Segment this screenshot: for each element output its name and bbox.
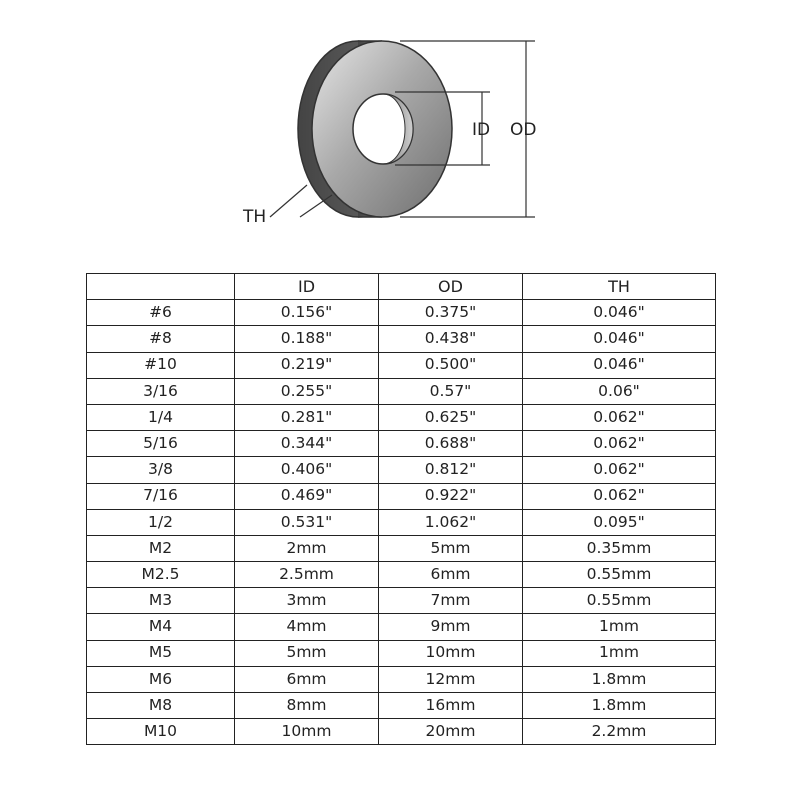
- cell-size: M6: [87, 666, 235, 692]
- cell-id: 5mm: [235, 640, 379, 666]
- cell-id: 0.344": [235, 431, 379, 457]
- cell-th: 0.095": [523, 509, 716, 535]
- cell-th: 1.8mm: [523, 693, 716, 719]
- cell-th: 0.062": [523, 483, 716, 509]
- washer-graphic: [298, 41, 452, 217]
- cell-size: 7/16: [87, 483, 235, 509]
- cell-od: 20mm: [379, 719, 523, 745]
- cell-size: 3/8: [87, 457, 235, 483]
- id-label: ID: [472, 120, 491, 140]
- cell-od: 10mm: [379, 640, 523, 666]
- cell-od: 0.375": [379, 300, 523, 326]
- table-row: [87, 404, 716, 430]
- cell-od: 16mm: [379, 693, 523, 719]
- cell-od: 6mm: [379, 562, 523, 588]
- cell-th: 1mm: [523, 614, 716, 640]
- cell-id: 0.531": [235, 509, 379, 535]
- table-row: [87, 509, 716, 535]
- table-row: [87, 457, 716, 483]
- table-row: [87, 535, 716, 561]
- cell-th: 0.55mm: [523, 588, 716, 614]
- table-row: [87, 693, 716, 719]
- washer-diagram: [0, 0, 800, 260]
- cell-id: 0.219": [235, 352, 379, 378]
- cell-size: M2.5: [87, 562, 235, 588]
- table-row: [87, 378, 716, 404]
- cell-id: 8mm: [235, 693, 379, 719]
- table-row: [87, 326, 716, 352]
- cell-id: 0.255": [235, 378, 379, 404]
- cell-th: 0.55mm: [523, 562, 716, 588]
- table-row: [87, 614, 716, 640]
- cell-od: 0.625": [379, 404, 523, 430]
- cell-size: 3/16: [87, 378, 235, 404]
- cell-th: 0.062": [523, 431, 716, 457]
- cell-od: 0.438": [379, 326, 523, 352]
- cell-id: 0.469": [235, 483, 379, 509]
- cell-size: #8: [87, 326, 235, 352]
- table-row: [87, 562, 716, 588]
- cell-od: 0.812": [379, 457, 523, 483]
- cell-od: 1.062": [379, 509, 523, 535]
- cell-th: 0.06": [523, 378, 716, 404]
- header-th: TH: [523, 274, 716, 300]
- table-row: [87, 640, 716, 666]
- cell-od: 0.922": [379, 483, 523, 509]
- cell-od: 5mm: [379, 535, 523, 561]
- washer-size-table: [86, 273, 716, 745]
- cell-od: 9mm: [379, 614, 523, 640]
- th-label: TH: [243, 207, 267, 227]
- cell-od: 12mm: [379, 666, 523, 692]
- cell-size: M5: [87, 640, 235, 666]
- cell-od: 0.57": [379, 378, 523, 404]
- cell-od: 0.500": [379, 352, 523, 378]
- cell-size: M8: [87, 693, 235, 719]
- cell-th: 0.062": [523, 457, 716, 483]
- cell-size: M2: [87, 535, 235, 561]
- cell-id: 0.188": [235, 326, 379, 352]
- cell-size: 1/2: [87, 509, 235, 535]
- cell-th: 0.062": [523, 404, 716, 430]
- cell-th: 0.046": [523, 300, 716, 326]
- cell-id: 0.281": [235, 404, 379, 430]
- cell-id: 2.5mm: [235, 562, 379, 588]
- cell-id: 2mm: [235, 535, 379, 561]
- header-size: [87, 274, 235, 300]
- cell-size: M3: [87, 588, 235, 614]
- cell-id: 0.406": [235, 457, 379, 483]
- cell-id: 6mm: [235, 666, 379, 692]
- cell-th: 1.8mm: [523, 666, 716, 692]
- cell-th: 0.35mm: [523, 535, 716, 561]
- cell-id: 0.156": [235, 300, 379, 326]
- cell-th: 2.2mm: [523, 719, 716, 745]
- table-row: [87, 300, 716, 326]
- cell-id: 4mm: [235, 614, 379, 640]
- cell-th: 1mm: [523, 640, 716, 666]
- od-label: OD: [510, 120, 537, 140]
- cell-size: M4: [87, 614, 235, 640]
- table-header: [87, 274, 716, 300]
- header-od: OD: [379, 274, 523, 300]
- table-row: [87, 483, 716, 509]
- table-row: [87, 352, 716, 378]
- cell-size: M10: [87, 719, 235, 745]
- table-row: [87, 431, 716, 457]
- cell-id: 3mm: [235, 588, 379, 614]
- cell-id: 10mm: [235, 719, 379, 745]
- header-id: ID: [235, 274, 379, 300]
- cell-size: 5/16: [87, 431, 235, 457]
- table-row: [87, 666, 716, 692]
- cell-od: 0.688": [379, 431, 523, 457]
- cell-size: #10: [87, 352, 235, 378]
- cell-size: #6: [87, 300, 235, 326]
- cell-size: 1/4: [87, 404, 235, 430]
- table-body: [87, 300, 716, 745]
- table-row: [87, 719, 716, 745]
- table-header-row: [87, 274, 716, 300]
- cell-od: 7mm: [379, 588, 523, 614]
- cell-th: 0.046": [523, 326, 716, 352]
- cell-th: 0.046": [523, 352, 716, 378]
- table-row: [87, 588, 716, 614]
